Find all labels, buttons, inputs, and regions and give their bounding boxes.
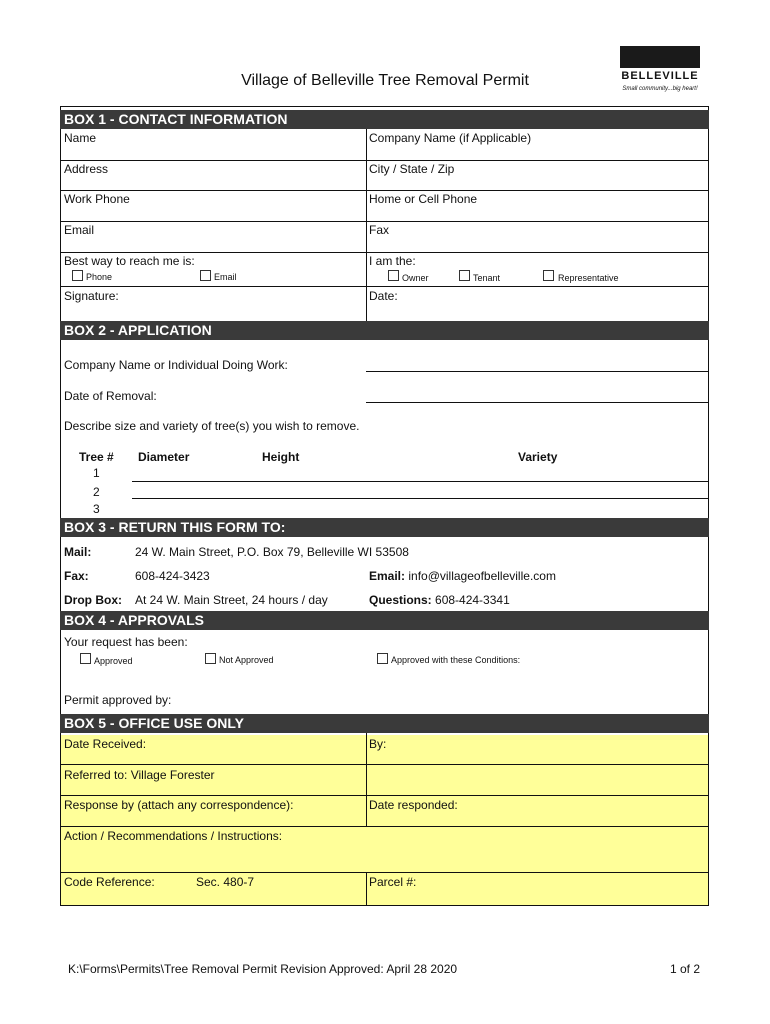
logo-graphic-icon <box>620 46 700 68</box>
questions-label: Questions: <box>369 593 432 607</box>
name-field[interactable]: Name <box>64 131 97 145</box>
address-field[interactable]: Address <box>64 162 109 176</box>
home-phone-field[interactable]: Home or Cell Phone <box>369 192 478 206</box>
response-field[interactable]: Response by (attach any correspondence): <box>64 798 294 812</box>
email-label: Email: <box>369 569 406 583</box>
fax-value: 608-424-3423 <box>135 569 210 583</box>
tenant-label: Tenant <box>473 273 501 283</box>
questions-value: 608-424-3341 <box>435 593 510 607</box>
logo-name: BELLEVILLE <box>621 70 699 82</box>
approved-label: Approved <box>94 656 133 666</box>
reach-email-checkbox[interactable] <box>200 270 211 281</box>
representative-label: Representative <box>558 273 619 283</box>
village-logo <box>618 46 702 98</box>
questions-row <box>369 593 510 607</box>
by-field[interactable]: By: <box>369 737 387 751</box>
page-title: Village of Belleville Tree Removal Permit <box>241 72 529 89</box>
city-field[interactable]: City / State / Zip <box>369 162 455 176</box>
footer-path: K:\Forms\Permits\Tree Removal Permit Revision Approved: April 28 2020 <box>68 962 458 976</box>
work-phone-field[interactable]: Work Phone <box>64 192 130 206</box>
tree-row-1-line[interactable] <box>132 481 708 482</box>
footer-page: 1 of 2 <box>670 962 701 976</box>
tree-row-2-line[interactable] <box>132 498 708 499</box>
fax-field[interactable]: Fax <box>369 223 390 237</box>
company-doing-work-label: Company Name or Individual Doing Work: <box>64 358 288 372</box>
not-approved-label: Not Approved <box>219 655 274 665</box>
representative-checkbox[interactable] <box>543 270 554 281</box>
date-received-field[interactable]: Date Received: <box>64 737 147 751</box>
date-field[interactable]: Date: <box>369 289 398 303</box>
col-variety: Variety <box>518 450 558 464</box>
box1-header: BOX 1 - CONTACT INFORMATION <box>60 110 709 129</box>
email-row <box>369 569 556 583</box>
owner-label: Owner <box>402 273 429 283</box>
logo-tagline: Small community...big heart! <box>622 86 698 92</box>
tree-row-2: 2 <box>93 485 100 499</box>
reach-label: Best way to reach me is: <box>64 254 195 268</box>
email-value[interactable]: info@villageofbelleville.com <box>408 569 556 583</box>
reach-phone-label: Phone <box>86 272 113 282</box>
parcel-field[interactable]: Parcel #: <box>369 875 417 889</box>
company-doing-work-line[interactable] <box>366 371 708 372</box>
dropbox-value: At 24 W. Main Street, 24 hours / day <box>135 593 328 607</box>
action-field[interactable]: Action / Recommendations / Instructions: <box>64 829 283 843</box>
company-field[interactable]: Company Name (if Applicable) <box>369 131 532 145</box>
owner-checkbox[interactable] <box>388 270 399 281</box>
approved-conditions-checkbox[interactable] <box>377 653 388 664</box>
signature-field[interactable]: Signature: <box>64 289 119 303</box>
col-height: Height <box>262 450 300 464</box>
col-tree: Tree # <box>79 450 114 464</box>
permit-approved-by-field[interactable]: Permit approved by: <box>64 693 172 707</box>
tree-row-1: 1 <box>93 466 100 480</box>
col-diameter: Diameter <box>138 450 190 464</box>
dropbox-label: Drop Box: <box>64 593 122 607</box>
date-responded-field[interactable]: Date responded: <box>369 798 458 812</box>
box3-header: BOX 3 - RETURN THIS FORM TO: <box>60 518 709 537</box>
tree-row-3: 3 <box>93 502 100 516</box>
date-removal-label: Date of Removal: <box>64 389 157 403</box>
mail-value: 24 W. Main Street, P.O. Box 79, Belleville WI 53508 <box>135 545 409 559</box>
email-field[interactable]: Email <box>64 223 95 237</box>
approved-conditions-label: Approved with these Conditions: <box>391 655 521 665</box>
tenant-checkbox[interactable] <box>459 270 470 281</box>
referred-field[interactable]: Referred to: Village Forester <box>64 768 215 782</box>
box4-header: BOX 4 - APPROVALS <box>60 611 709 630</box>
not-approved-checkbox[interactable] <box>205 653 216 664</box>
mail-label: Mail: <box>64 545 92 559</box>
box5-header: BOX 5 - OFFICE USE ONLY <box>60 714 709 733</box>
date-removal-line[interactable] <box>366 402 708 403</box>
describe-label: Describe size and variety of tree(s) you wish to remove. <box>64 419 360 433</box>
reach-phone-checkbox[interactable] <box>72 270 83 281</box>
reach-email-label: Email <box>214 272 237 282</box>
iam-label: I am the: <box>369 254 416 268</box>
code-ref-value: Sec. 480-7 <box>196 875 255 889</box>
code-ref-label: Code Reference: <box>64 875 155 889</box>
box2-header: BOX 2 - APPLICATION <box>60 321 709 340</box>
approved-checkbox[interactable] <box>80 653 91 664</box>
fax-label: Fax: <box>64 569 89 583</box>
request-label: Your request has been: <box>64 635 188 649</box>
